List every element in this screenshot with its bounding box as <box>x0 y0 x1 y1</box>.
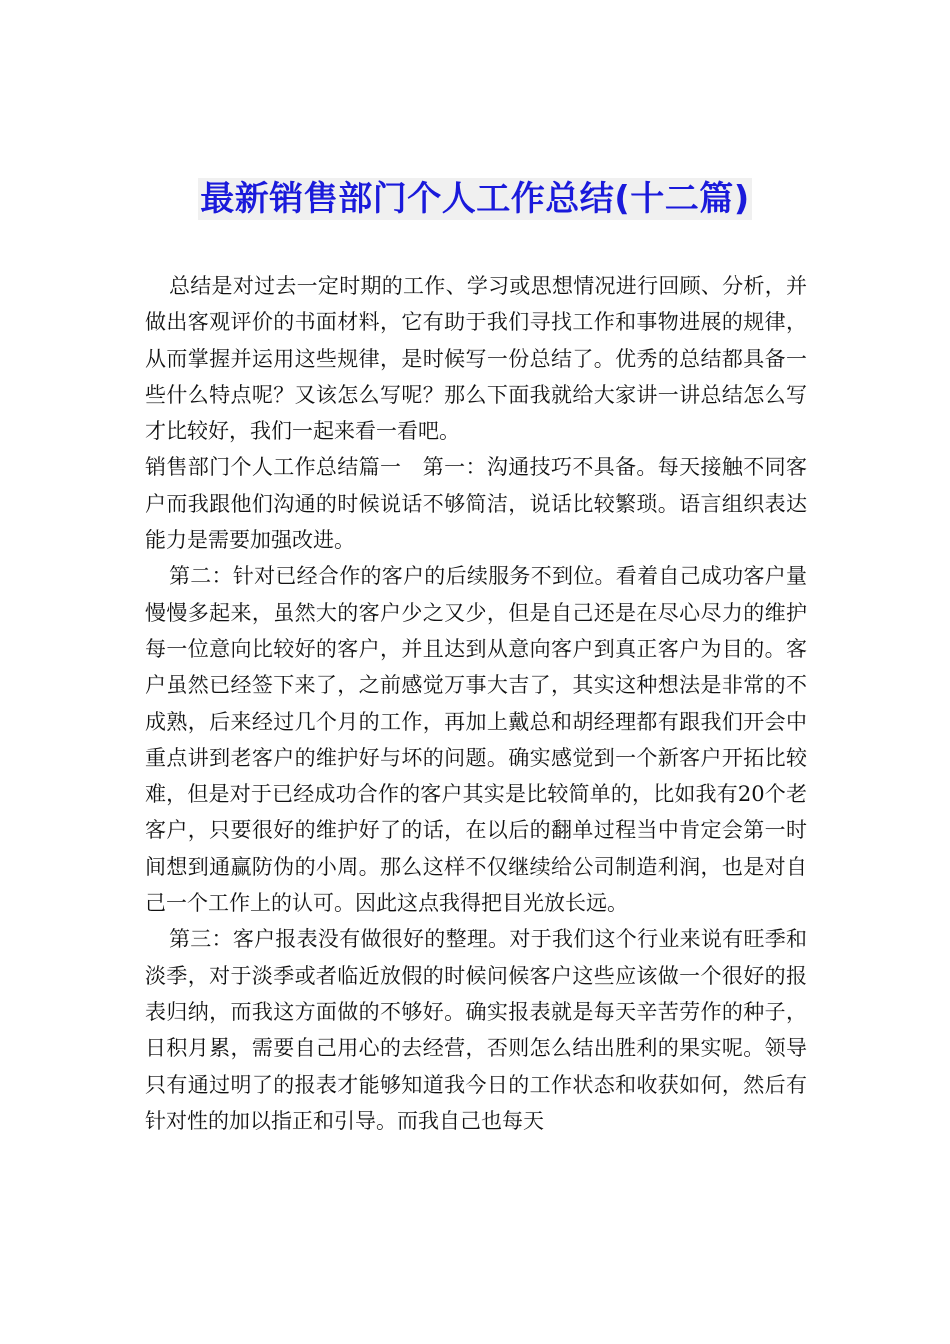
document-title: 最新销售部门个人工作总结(十二篇) <box>200 179 750 219</box>
paragraph-section-2: 第二：针对已经合作的客户的后续服务不到位。看着自己成功客户量慢慢多起来，虽然大的客户少之又少，但是自己还是在尽心尽力的维护每一位意向比较好的客户，并且达到从意向客户到真正客户为目的。客户虽然已经签下来了，之前感觉万事大吉了，其实这种想法是非常的不成熟，后来经过几个月的工作，再加上戴总和胡经理都有跟我们开会中重点讲到老客户的维护好与坏的问题。确实感觉到一个新客户开拓比较难，但是对于已经成功合作的客户其实是比较简单的，比如我有20个老客户，只要很好的维护好了的话，在以后的翻单过程当中肯定会第一时间想到通赢防伪的小周。那么这样不仅继续给公司制造利润，也是对自己一个工作上的认可。因此这点我得把目光放长远。 <box>145 564 807 916</box>
document-body <box>145 268 807 1139</box>
paragraph-section-1: 销售部门个人工作总结篇一 第一：沟通技巧不具备。每天接触不同客户而我跟他们沟通的时候说话不够简洁，说话比较繁琐。语言组织表达能力是需要加强改进。 <box>145 455 807 553</box>
title-container <box>0 178 950 220</box>
paragraph-intro: 总结是对过去一定时期的工作、学习或思想情况进行回顾、分析，并做出客观评价的书面材料，它有助于我们寻找工作和事物进展的规律，从而掌握并运用这些规律，是时候写一份总结了。优秀的总结都具备一些什么特点呢？又该怎么写呢？那么下面我就给大家讲一讲总结怎么写才比较好，我们一起来看一看吧。 <box>145 274 807 444</box>
paragraph-section-3: 第三：客户报表没有做很好的整理。对于我们这个行业来说有旺季和淡季，对于淡季或者临近放假的时候问候客户这些应该做一个很好的报表归纳，而我这方面做的不够好。确实报表就是每天辛苦劳作的种子，日积月累，需要自己用心的去经营，否则怎么结出胜利的果实呢。领导只有通过明了的报表才能够知道我今日的工作状态和收获如何，然后有针对性的加以指正和引导。而我自己也每天 <box>145 927 807 1133</box>
